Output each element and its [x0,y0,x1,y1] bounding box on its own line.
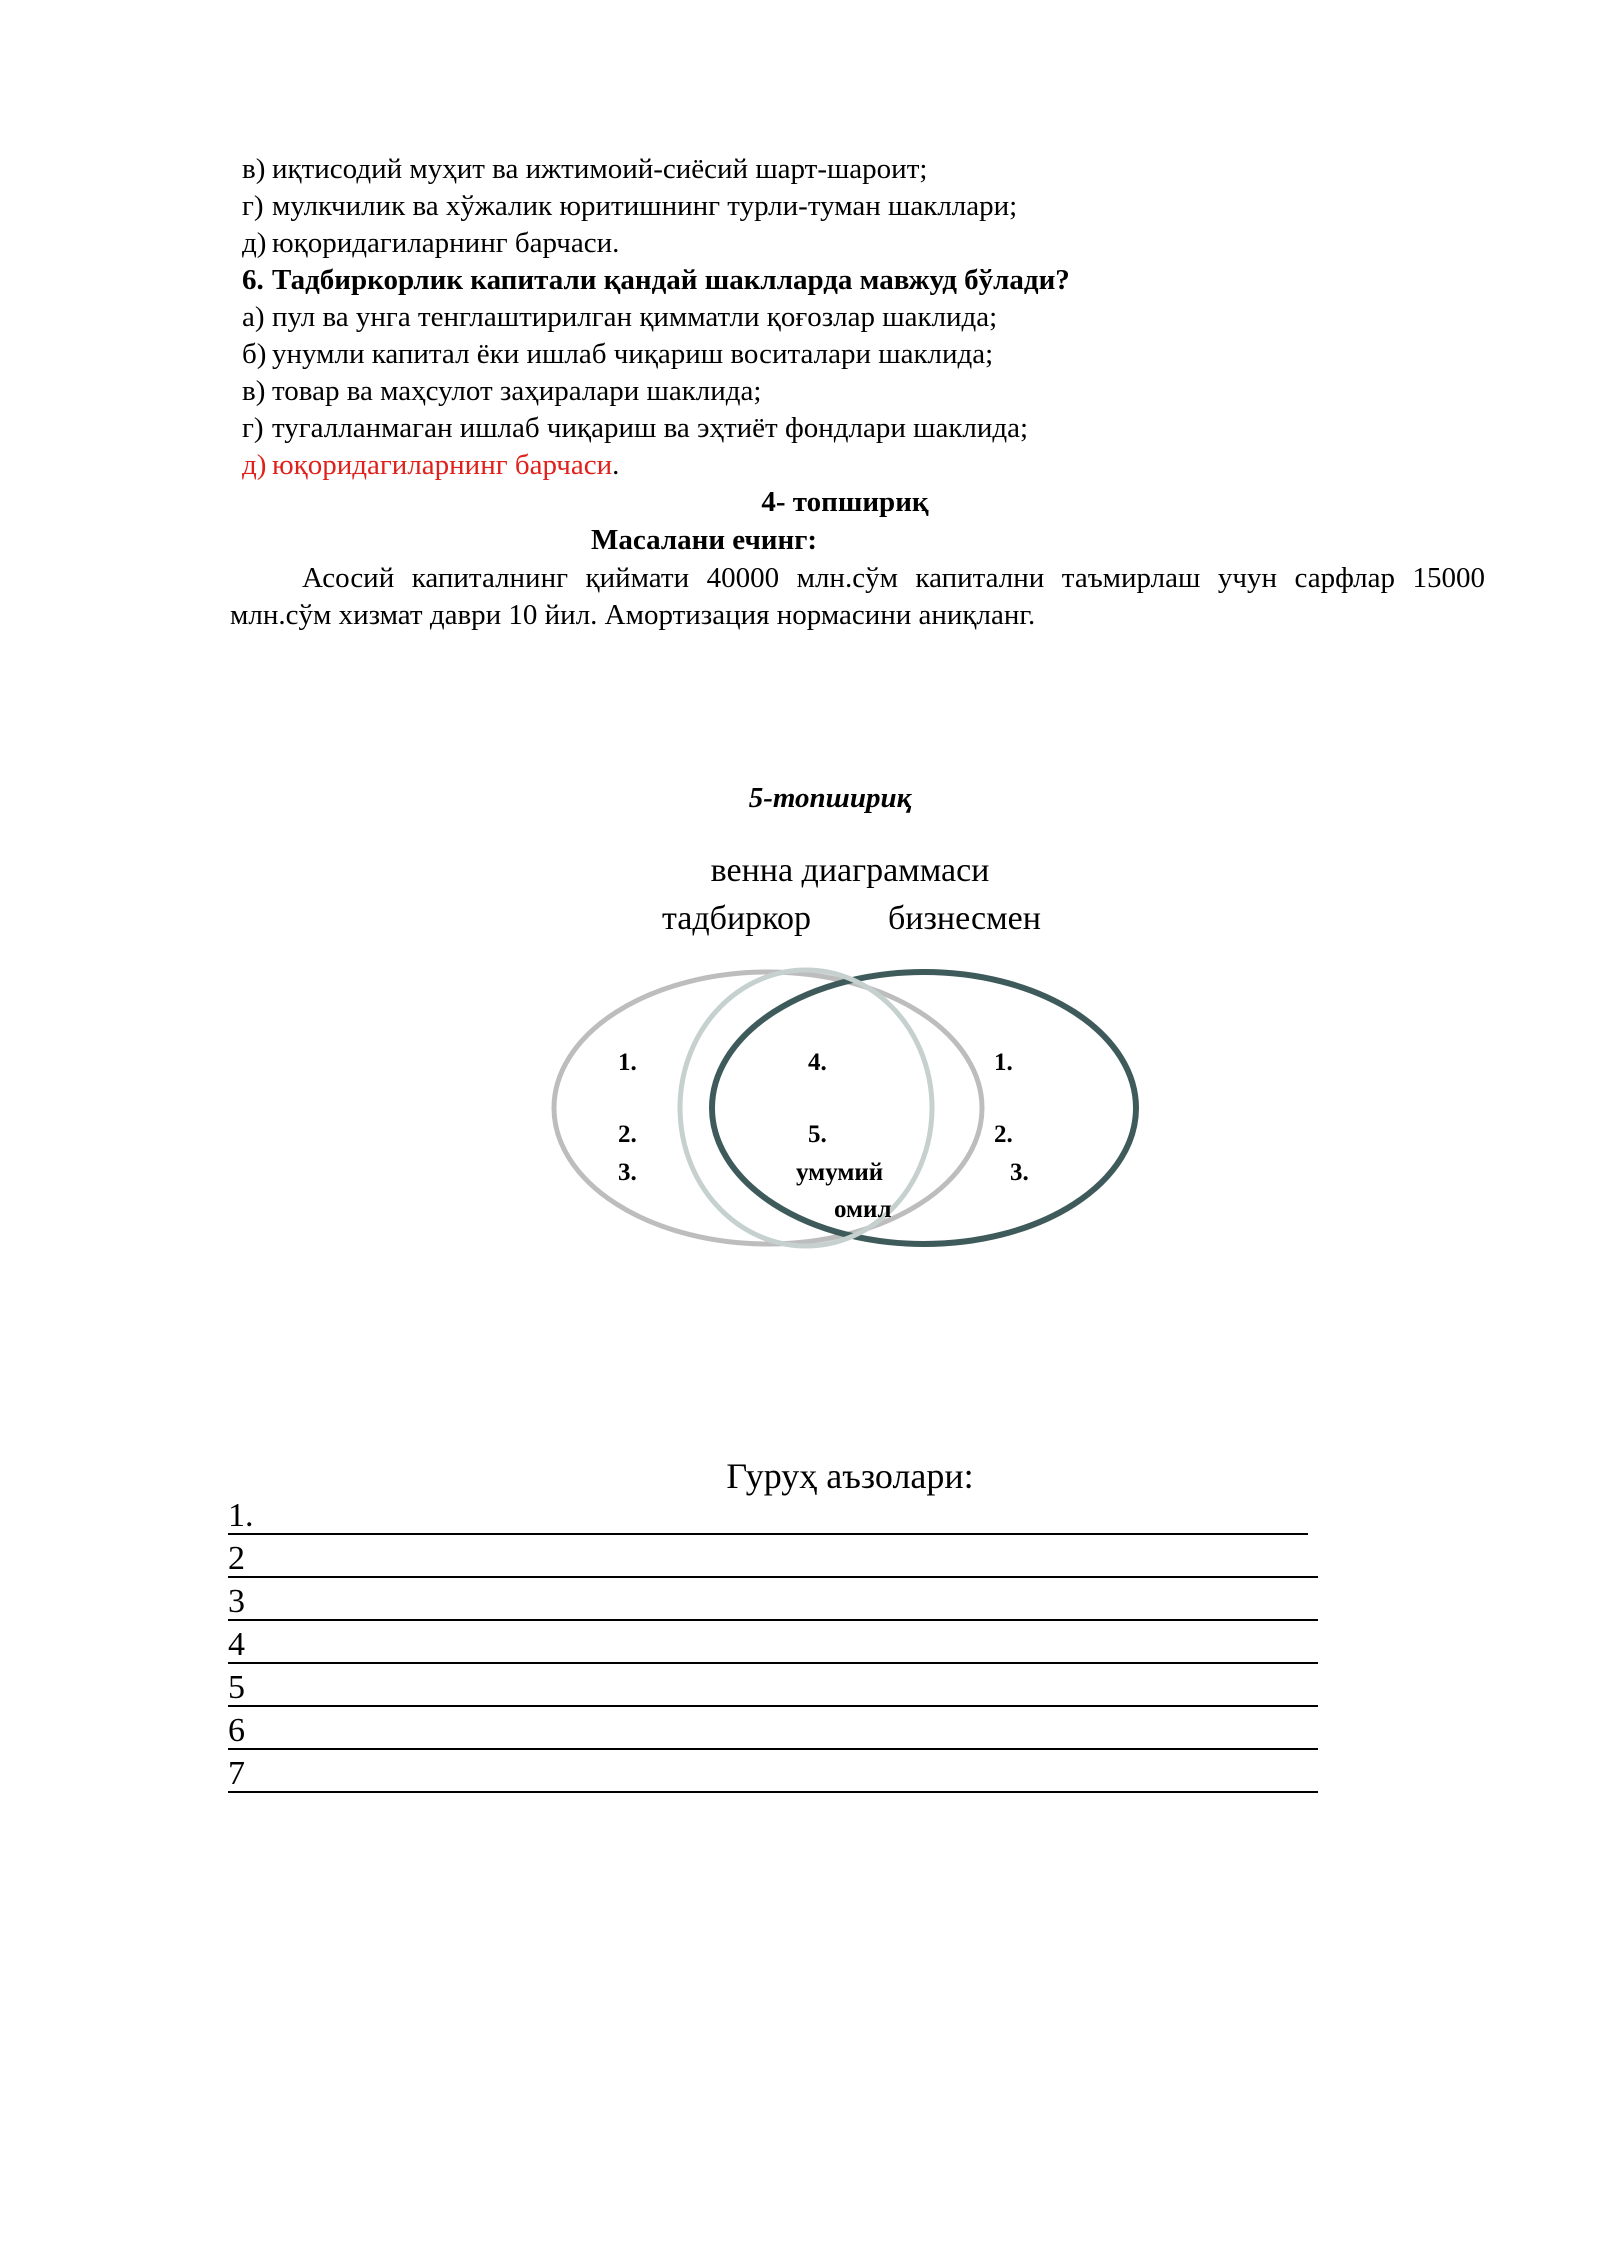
option-a [242,299,1482,336]
task4-title: 4- топшириқ [761,486,929,518]
option-text: унумли капитал ёки ишлаб чиқариш воситалари шаклида; [272,338,994,370]
correct-answer [242,447,1482,484]
option-text: юқоридагиларнинг барчаси [272,449,613,481]
member-number: 6 [228,1712,245,1749]
option-label: б) [242,338,267,370]
member-row [228,1578,1318,1621]
option-text: иқтисодий муҳит ва ижтимоий-сиёсий шарт-шароит; [272,153,928,185]
venn-set-a-label: тадбиркор [662,900,811,937]
venn-diagram-title: венна диаграммаси [710,852,990,889]
question-6 [242,262,1482,299]
answer-period: . [612,449,620,481]
option-d [242,225,1482,262]
venn-diagram [540,960,1180,1260]
venn-left-item-2: 2. [618,1121,637,1148]
option-v [242,151,1482,188]
option-label: д) [242,449,267,481]
member-row [228,1535,1318,1578]
venn-left-item-3: 3. [618,1159,637,1186]
option-text: юқоридагиларнинг барчаси. [272,227,620,259]
member-input-line[interactable] [228,1791,1318,1793]
question-text: Тадбиркорлик капитали қандай шаклларда мавжуд бўлади? [272,264,1070,296]
venn-right-item-3: 3. [1010,1159,1029,1186]
task4-subtitle: Масалани ечинг: [591,524,818,556]
member-row [228,1492,1318,1535]
member-number: 5 [228,1669,245,1706]
member-row [228,1664,1318,1707]
option-label: г) [242,412,264,444]
venn-center-caption-2: омил [834,1196,892,1223]
option-text: пул ва унга тенглаштирилган қимматли қоғозлар шаклида; [272,301,998,333]
member-number: 1. [228,1497,254,1534]
option-label: в) [242,153,266,185]
venn-right-item-1: 1. [994,1049,1013,1076]
option-label: г) [242,190,264,222]
option-b [242,336,1482,373]
option-v [242,373,1482,410]
venn-center-item-5: 5. [808,1121,827,1148]
member-row [228,1750,1318,1793]
group-members-title: Гуруҳ аъзолари: [726,1456,974,1496]
venn-right-item-2: 2. [994,1121,1013,1148]
group-members-list [228,1492,1318,1793]
option-text: товар ва маҳсулот заҳиралари шаклида; [272,375,762,407]
venn-left-item-1: 1. [618,1049,637,1076]
member-number: 3 [228,1583,245,1620]
venn-center-item-4: 4. [808,1049,827,1076]
member-number: 7 [228,1755,245,1792]
member-row [228,1621,1318,1664]
option-label: а) [242,301,265,333]
venn-circle-middle [680,970,932,1246]
venn-center-caption-1: умумий [796,1159,884,1186]
question-number: 6. [242,264,264,296]
question-options [242,151,1482,484]
member-number: 2 [228,1540,245,1577]
task4-problem: Асосий капиталнинг қиймати 40000 млн.сўм капитални таъмирлаш учун сарфлар 15000 млн.сўм хизмат даври 10 йил. Амортизация нормасини аниқланг. [230,562,1485,631]
option-g [242,410,1482,447]
option-text: тугалланмаган ишлаб чиқариш ва эҳтиёт фондлари шаклида; [272,412,1029,444]
option-label: в) [242,375,266,407]
member-number: 4 [228,1626,245,1663]
venn-set-b-label: бизнесмен [888,900,1041,937]
option-g [242,188,1482,225]
option-label: д) [242,227,267,259]
member-row [228,1707,1318,1750]
option-text: мулкчилик ва хўжалик юритишнинг турли-туман шакллари; [272,190,1018,222]
task5-title: 5-топшириқ [748,782,912,814]
